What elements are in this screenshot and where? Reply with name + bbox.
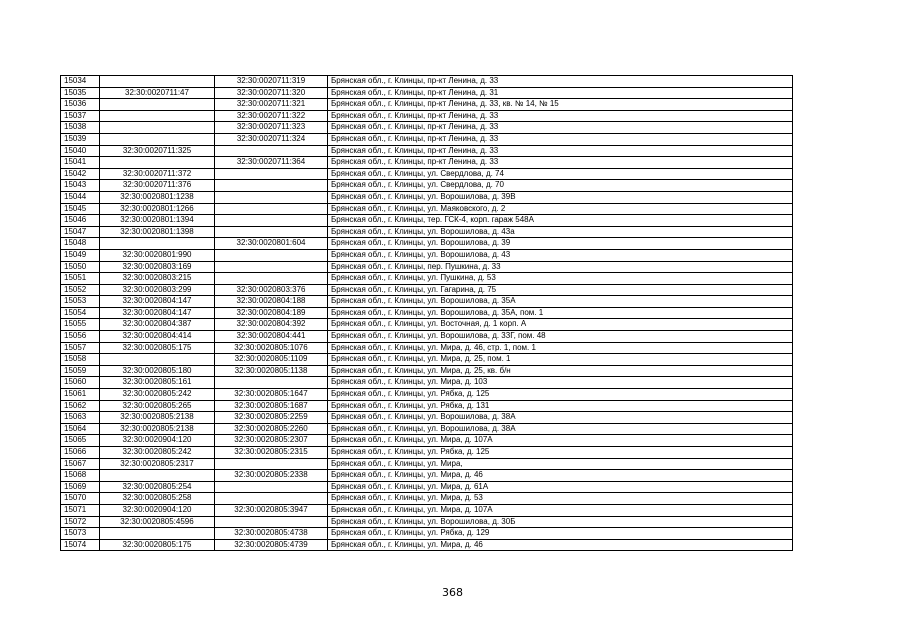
land-cadastral-number-cell: 32:30:0020805:265: [100, 400, 215, 412]
row-number-cell: 15069: [61, 481, 100, 493]
table-row: [61, 504, 793, 516]
object-cadastral-number-cell: 32:30:0020711:364: [215, 157, 328, 169]
table-row: [61, 412, 793, 424]
page-number: 368: [442, 586, 463, 599]
object-cadastral-number-cell: 32:30:0020804:392: [215, 319, 328, 331]
object-cadastral-number-cell: [215, 145, 328, 157]
table-row: [61, 261, 793, 273]
object-cadastral-number-cell: [215, 203, 328, 215]
object-cadastral-number-cell: 32:30:0020805:2315: [215, 447, 328, 459]
land-cadastral-number-cell: 32:30:0020804:414: [100, 331, 215, 343]
row-number-cell: 15065: [61, 435, 100, 447]
row-number-cell: 15058: [61, 354, 100, 366]
row-number-cell: 15047: [61, 226, 100, 238]
row-number-cell: 15059: [61, 365, 100, 377]
address-cell: Брянская обл., г. Клинцы, ул. Ворошилова, д. 39В: [328, 191, 793, 203]
table-row: [61, 331, 793, 343]
object-cadastral-number-cell: 32:30:0020803:376: [215, 284, 328, 296]
land-cadastral-number-cell: 32:30:0020801:1398: [100, 226, 215, 238]
address-cell: Брянская обл., г. Клинцы, ул. Мира, д. 46: [328, 470, 793, 482]
object-cadastral-number-cell: [215, 215, 328, 227]
table-row: [61, 157, 793, 169]
table-row: [61, 203, 793, 215]
address-cell: Брянская обл., г. Клинцы, ул. Рябка, д. 129: [328, 528, 793, 540]
object-cadastral-number-cell: [215, 377, 328, 389]
object-cadastral-number-cell: 32:30:0020804:188: [215, 296, 328, 308]
land-cadastral-number-cell: 32:30:0020805:254: [100, 481, 215, 493]
object-cadastral-number-cell: [215, 249, 328, 261]
address-cell: Брянская обл., г. Клинцы, ул. Мира, д. 46, стр. 1, пом. 1: [328, 342, 793, 354]
address-cell: Брянская обл., г. Клинцы, ул. Мира,: [328, 458, 793, 470]
land-cadastral-number-cell: 32:30:0020711:376: [100, 180, 215, 192]
object-cadastral-number-cell: [215, 458, 328, 470]
table-row: [61, 435, 793, 447]
address-cell: Брянская обл., г. Клинцы, пр-кт Ленина, д. 31: [328, 87, 793, 99]
row-number-cell: 15072: [61, 516, 100, 528]
land-cadastral-number-cell: 32:30:0020805:2317: [100, 458, 215, 470]
object-cadastral-number-cell: 32:30:0020805:4738: [215, 528, 328, 540]
object-cadastral-number-cell: [215, 481, 328, 493]
land-cadastral-number-cell: 32:30:0020803:169: [100, 261, 215, 273]
object-cadastral-number-cell: 32:30:0020805:2259: [215, 412, 328, 424]
table-row: [61, 528, 793, 540]
row-number-cell: 15066: [61, 447, 100, 459]
table-row: [61, 145, 793, 157]
object-cadastral-number-cell: 32:30:0020805:1647: [215, 389, 328, 401]
address-cell: Брянская обл., г. Клинцы, ул. Рябка, д. 131: [328, 400, 793, 412]
object-cadastral-number-cell: 32:30:0020805:1076: [215, 342, 328, 354]
address-cell: Брянская обл., г. Клинцы, ул. Восточная, д. 1 корп. А: [328, 319, 793, 331]
table-row: [61, 481, 793, 493]
row-number-cell: 15064: [61, 423, 100, 435]
row-number-cell: 15038: [61, 122, 100, 134]
object-cadastral-number-cell: 32:30:0020805:2338: [215, 470, 328, 482]
table-row: [61, 226, 793, 238]
object-cadastral-number-cell: 32:30:0020711:323: [215, 122, 328, 134]
address-cell: Брянская обл., г. Клинцы, ул. Рябка, д. 125: [328, 447, 793, 459]
land-cadastral-number-cell: 32:30:0020805:175: [100, 539, 215, 551]
object-cadastral-number-cell: 32:30:0020804:189: [215, 307, 328, 319]
land-cadastral-number-cell: [100, 110, 215, 122]
address-cell: Брянская обл., г. Клинцы, пер. Пушкина, д. 33: [328, 261, 793, 273]
object-cadastral-number-cell: 32:30:0020801:604: [215, 238, 328, 250]
object-cadastral-number-cell: 32:30:0020805:2307: [215, 435, 328, 447]
land-cadastral-number-cell: 32:30:0020801:1238: [100, 191, 215, 203]
table-row: [61, 377, 793, 389]
row-number-cell: 15036: [61, 99, 100, 111]
address-cell: Брянская обл., г. Клинцы, ул. Мира, д. 107А: [328, 504, 793, 516]
table-row: [61, 400, 793, 412]
object-cadastral-number-cell: [215, 226, 328, 238]
object-cadastral-number-cell: [215, 168, 328, 180]
table-row: [61, 296, 793, 308]
land-cadastral-number-cell: 32:30:0020805:242: [100, 389, 215, 401]
row-number-cell: 15037: [61, 110, 100, 122]
address-cell: Брянская обл., г. Клинцы, ул. Ворошилова, д. 39: [328, 238, 793, 250]
object-cadastral-number-cell: [215, 493, 328, 505]
row-number-cell: 15067: [61, 458, 100, 470]
table-row: [61, 342, 793, 354]
land-cadastral-number-cell: 32:30:0020804:147: [100, 307, 215, 319]
table-row: [61, 238, 793, 250]
address-cell: Брянская обл., г. Клинцы, ул. Ворошилова, д. 43: [328, 249, 793, 261]
land-cadastral-number-cell: 32:30:0020801:1266: [100, 203, 215, 215]
address-cell: Брянская обл., г. Клинцы, ул. Ворошилова, д. 35А, пом. 1: [328, 307, 793, 319]
row-number-cell: 15045: [61, 203, 100, 215]
address-cell: Брянская обл., г. Клинцы, ул. Ворошилова, д. 30Б: [328, 516, 793, 528]
row-number-cell: 15035: [61, 87, 100, 99]
land-cadastral-number-cell: [100, 354, 215, 366]
land-cadastral-number-cell: 32:30:0020904:120: [100, 504, 215, 516]
object-cadastral-number-cell: [215, 191, 328, 203]
land-cadastral-number-cell: 32:30:0020803:215: [100, 273, 215, 285]
land-cadastral-number-cell: 32:30:0020801:1394: [100, 215, 215, 227]
land-cadastral-number-cell: 32:30:0020803:299: [100, 284, 215, 296]
land-cadastral-number-cell: [100, 99, 215, 111]
row-number-cell: 15071: [61, 504, 100, 516]
address-cell: Брянская обл., г. Клинцы, ул. Мира, д. 103: [328, 377, 793, 389]
land-cadastral-number-cell: [100, 76, 215, 88]
row-number-cell: 15052: [61, 284, 100, 296]
address-cell: Брянская обл., г. Клинцы, пр-кт Ленина, д. 33: [328, 145, 793, 157]
address-cell: Брянская обл., г. Клинцы, пр-кт Ленина, д. 33: [328, 76, 793, 88]
address-cell: Брянская обл., г. Клинцы, тер. ГСК-4, корп. гараж 548А: [328, 215, 793, 227]
object-cadastral-number-cell: [215, 273, 328, 285]
object-cadastral-number-cell: 32:30:0020805:1138: [215, 365, 328, 377]
land-cadastral-number-cell: 32:30:0020805:175: [100, 342, 215, 354]
table-row: [61, 122, 793, 134]
row-number-cell: 15053: [61, 296, 100, 308]
address-cell: Брянская обл., г. Клинцы, ул. Пушкина, д. 53: [328, 273, 793, 285]
row-number-cell: 15062: [61, 400, 100, 412]
table-row: [61, 389, 793, 401]
land-cadastral-number-cell: [100, 133, 215, 145]
row-number-cell: 15046: [61, 215, 100, 227]
land-cadastral-number-cell: 32:30:0020805:242: [100, 447, 215, 459]
address-cell: Брянская обл., г. Клинцы, ул. Мира, д. 61А: [328, 481, 793, 493]
row-number-cell: 15039: [61, 133, 100, 145]
address-cell: Брянская обл., г. Клинцы, ул. Мира, д. 107А: [328, 435, 793, 447]
address-cell: Брянская обл., г. Клинцы, ул. Мира, д. 25, пом. 1: [328, 354, 793, 366]
row-number-cell: 15054: [61, 307, 100, 319]
land-cadastral-number-cell: 32:30:0020805:2138: [100, 423, 215, 435]
land-cadastral-number-cell: 32:30:0020805:258: [100, 493, 215, 505]
table-row: [61, 365, 793, 377]
row-number-cell: 15070: [61, 493, 100, 505]
object-cadastral-number-cell: [215, 180, 328, 192]
row-number-cell: 15048: [61, 238, 100, 250]
row-number-cell: 15041: [61, 157, 100, 169]
address-cell: Брянская обл., г. Клинцы, ул. Рябка, д. 125: [328, 389, 793, 401]
address-cell: Брянская обл., г. Клинцы, ул. Свердлова, д. 70: [328, 180, 793, 192]
land-cadastral-number-cell: [100, 122, 215, 134]
address-cell: Брянская обл., г. Клинцы, ул. Ворошилова, д. 38А: [328, 412, 793, 424]
address-cell: Брянская обл., г. Клинцы, пр-кт Ленина, д. 33: [328, 133, 793, 145]
table-row: [61, 180, 793, 192]
land-cadastral-number-cell: 32:30:0020711:372: [100, 168, 215, 180]
row-number-cell: 15051: [61, 273, 100, 285]
land-cadastral-number-cell: 32:30:0020711:325: [100, 145, 215, 157]
row-number-cell: 15057: [61, 342, 100, 354]
table-row: [61, 249, 793, 261]
land-cadastral-number-cell: 32:30:0020711:47: [100, 87, 215, 99]
address-cell: Брянская обл., г. Клинцы, пр-кт Ленина, д. 33, кв. № 14, № 15: [328, 99, 793, 111]
address-cell: Брянская обл., г. Клинцы, ул. Ворошилова, д. 35А: [328, 296, 793, 308]
address-cell: Брянская обл., г. Клинцы, ул. Свердлова, д. 74: [328, 168, 793, 180]
table-row: [61, 87, 793, 99]
address-cell: Брянская обл., г. Клинцы, ул. Мира, д. 25, кв. б/н: [328, 365, 793, 377]
row-number-cell: 15061: [61, 389, 100, 401]
property-register-table: [60, 75, 793, 551]
table-row: [61, 493, 793, 505]
land-cadastral-number-cell: [100, 157, 215, 169]
land-cadastral-number-cell: 32:30:0020801:990: [100, 249, 215, 261]
table-row: [61, 133, 793, 145]
row-number-cell: 15073: [61, 528, 100, 540]
table-row: [61, 99, 793, 111]
row-number-cell: 15050: [61, 261, 100, 273]
address-cell: Брянская обл., г. Клинцы, ул. Мира, д. 53: [328, 493, 793, 505]
address-cell: Брянская обл., г. Клинцы, ул. Ворошилова, д. 38А: [328, 423, 793, 435]
row-number-cell: 15034: [61, 76, 100, 88]
row-number-cell: 15060: [61, 377, 100, 389]
land-cadastral-number-cell: 32:30:0020805:180: [100, 365, 215, 377]
row-number-cell: 15056: [61, 331, 100, 343]
object-cadastral-number-cell: 32:30:0020805:3947: [215, 504, 328, 516]
table-row: [61, 354, 793, 366]
table-row: [61, 168, 793, 180]
table-row: [61, 539, 793, 551]
land-cadastral-number-cell: [100, 528, 215, 540]
address-cell: Брянская обл., г. Клинцы, ул. Ворошилова, д. 33Г, пом. 48: [328, 331, 793, 343]
table-row: [61, 447, 793, 459]
address-cell: Брянская обл., г. Клинцы, пр-кт Ленина, д. 33: [328, 110, 793, 122]
row-number-cell: 15074: [61, 539, 100, 551]
land-cadastral-number-cell: 32:30:0020804:147: [100, 296, 215, 308]
object-cadastral-number-cell: 32:30:0020711:324: [215, 133, 328, 145]
table-row: [61, 110, 793, 122]
row-number-cell: 15055: [61, 319, 100, 331]
land-cadastral-number-cell: 32:30:0020805:161: [100, 377, 215, 389]
table-row: [61, 191, 793, 203]
table-row: [61, 215, 793, 227]
table-row: [61, 284, 793, 296]
table-row: [61, 307, 793, 319]
address-cell: Брянская обл., г. Клинцы, ул. Маяковского, д. 2: [328, 203, 793, 215]
land-cadastral-number-cell: [100, 238, 215, 250]
address-cell: Брянская обл., г. Клинцы, пр-кт Ленина, д. 33: [328, 157, 793, 169]
land-cadastral-number-cell: [100, 470, 215, 482]
object-cadastral-number-cell: 32:30:0020711:320: [215, 87, 328, 99]
row-number-cell: 15049: [61, 249, 100, 261]
object-cadastral-number-cell: 32:30:0020805:2260: [215, 423, 328, 435]
object-cadastral-number-cell: 32:30:0020711:322: [215, 110, 328, 122]
row-number-cell: 15044: [61, 191, 100, 203]
object-cadastral-number-cell: [215, 516, 328, 528]
object-cadastral-number-cell: [215, 261, 328, 273]
row-number-cell: 15063: [61, 412, 100, 424]
row-number-cell: 15042: [61, 168, 100, 180]
table-row: [61, 319, 793, 331]
address-cell: Брянская обл., г. Клинцы, пр-кт Ленина, д. 33: [328, 122, 793, 134]
table-row: [61, 273, 793, 285]
object-cadastral-number-cell: 32:30:0020711:321: [215, 99, 328, 111]
table-row: [61, 423, 793, 435]
object-cadastral-number-cell: 32:30:0020805:4739: [215, 539, 328, 551]
address-cell: Брянская обл., г. Клинцы, ул. Мира, д. 46: [328, 539, 793, 551]
land-cadastral-number-cell: 32:30:0020804:387: [100, 319, 215, 331]
table-row: [61, 470, 793, 482]
register-table-body: [61, 76, 793, 551]
land-cadastral-number-cell: 32:30:0020805:4596: [100, 516, 215, 528]
row-number-cell: 15043: [61, 180, 100, 192]
table-row: [61, 516, 793, 528]
land-cadastral-number-cell: 32:30:0020805:2138: [100, 412, 215, 424]
land-cadastral-number-cell: 32:30:0020904:120: [100, 435, 215, 447]
row-number-cell: 15040: [61, 145, 100, 157]
address-cell: Брянская обл., г. Клинцы, ул. Гагарина, д. 75: [328, 284, 793, 296]
row-number-cell: 15068: [61, 470, 100, 482]
object-cadastral-number-cell: 32:30:0020711:319: [215, 76, 328, 88]
object-cadastral-number-cell: 32:30:0020804:441: [215, 331, 328, 343]
address-cell: Брянская обл., г. Клинцы, ул. Ворошилова, д. 43а: [328, 226, 793, 238]
table-row: [61, 76, 793, 88]
object-cadastral-number-cell: 32:30:0020805:1109: [215, 354, 328, 366]
object-cadastral-number-cell: 32:30:0020805:1687: [215, 400, 328, 412]
table-row: [61, 458, 793, 470]
